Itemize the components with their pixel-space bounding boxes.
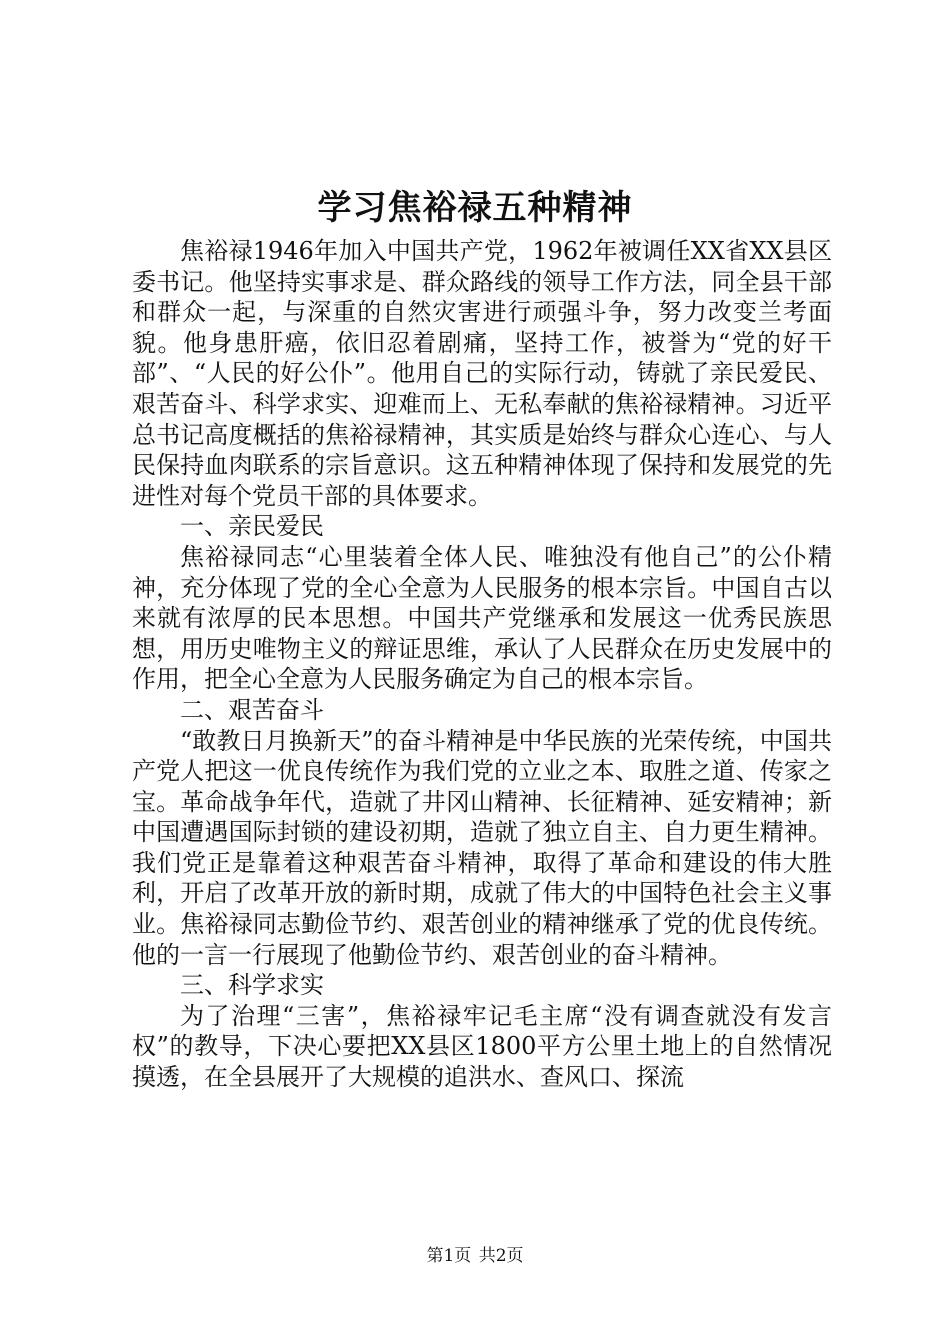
document-body xyxy=(132,236,832,1093)
section-paragraph-3: 为了治理“三害”，焦裕禄牢记毛主席“没有调查就没有发言权”的教导，下决心要把XX县区1800平方公里土地上的自然情况摸透，在全县展开了大规模的追洪水、查风口、探流 xyxy=(132,1001,832,1092)
document-title: 学习焦裕禄五种精神 xyxy=(317,188,633,228)
page-footer xyxy=(0,1244,950,1268)
section-heading-2: 二、艰苦奋斗 xyxy=(180,695,324,724)
section-heading-1: 一、亲民爱民 xyxy=(180,512,324,541)
intro-paragraph: 焦裕禄1946年加入中国共产党，1962年被调任XX省XX县区委书记。他坚持实事求是、群众路线的领导工作方法，同全县干部和群众一起，与深重的自然灾害进行顽强斗争，努力改变兰考面貌。他身患肝癌，依旧忍着剧痛，坚持工作，被誉为“党的好干部”、“人民的好公仆”。他用自己的实际行动，铸就了亲民爱民、艰苦奋斗、科学求实、迎难而上、无私奉献的焦裕禄精神。习近平总书记高度概括的焦裕禄精神，其实质是始终与群众心连心、与人民保持血肉联系的宗旨意识。这五种精神体现了保持和发展党的先进性对每个党员干部的具体要求。 xyxy=(132,237,832,510)
section-heading-3: 三、科学求实 xyxy=(180,971,324,1000)
page-number: 第1页 xyxy=(426,1246,472,1266)
section-paragraph-1: 焦裕禄同志“心里装着全体人民、唯独没有他自己”的公仆精神，充分体现了党的全心全意为人民服务的根本宗旨。中国自古以来就有浓厚的民本思想。中国共产党继承和发展这一优秀民族思想，用历史唯物主义的辩证思维，承认了人民群众在历史发展中的作用，把全心全意为人民服务确定为自己的根本宗旨。 xyxy=(132,542,832,694)
page-total: 共2页 xyxy=(478,1246,524,1266)
section-paragraph-2: “敢教日月换新天”的奋斗精神是中华民族的光荣传统，中国共产党人把这一优良传统作为我们党的立业之本、取胜之道、传家之宝。革命战争年代，造就了井冈山精神、长征精神、延安精神；新中国遭遇国际封锁的建设初期，造就了独立自主、自力更生精神。我们党正是靠着这种艰苦奋斗精神，取得了革命和建设的伟大胜利，开启了改革开放的新时期，成就了伟大的中国特色社会主义事业。焦裕禄同志勤俭节约、艰苦创业的精神继承了党的优良传统。他的一言一行展现了他勤俭节约、艰苦创业的奋斗精神。 xyxy=(132,726,832,969)
